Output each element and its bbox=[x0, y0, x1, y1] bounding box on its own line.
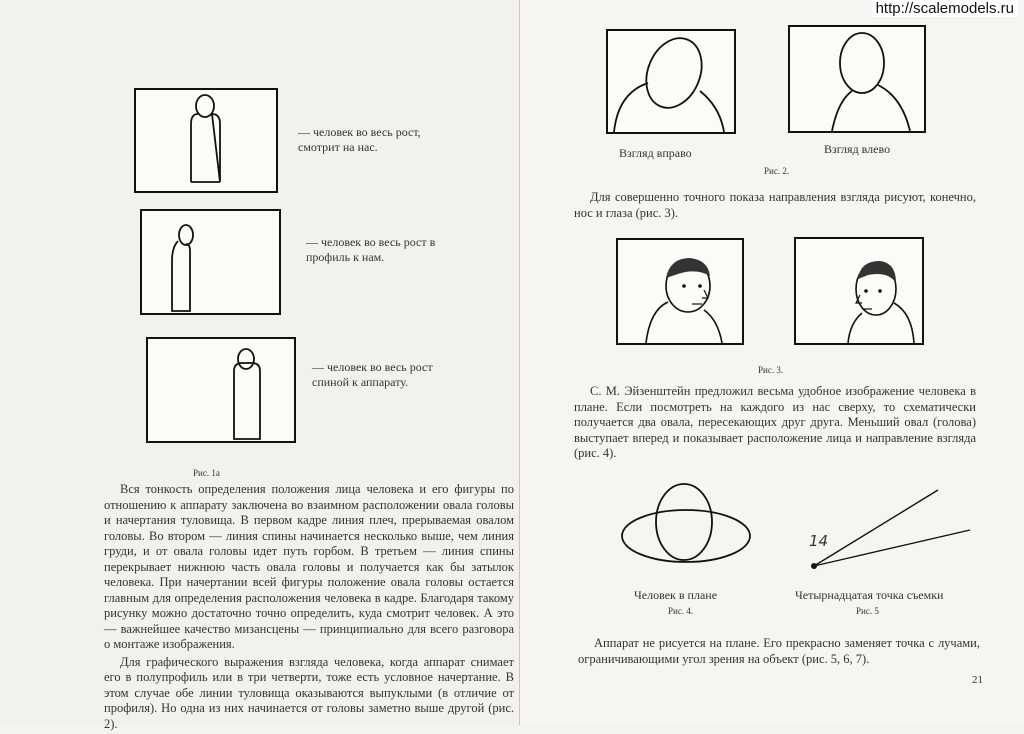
figure-1a-frame-front bbox=[134, 88, 278, 193]
figure-4-caption: Рис. 4. bbox=[668, 606, 694, 616]
figure-5-camera-point bbox=[800, 480, 980, 580]
right-paragraph-3: Аппарат не рисуется на плане. Его прекрасно заменяет точка с лучами, ограничивающими угол зрения на объект (рис. 5, 6, 7). bbox=[578, 636, 980, 666]
figure-label-front: — человек во весь рост, смотрит на нас. bbox=[298, 125, 421, 154]
figure-1a-frame-back bbox=[146, 337, 296, 443]
page-number: 21 bbox=[972, 674, 983, 686]
standing-figure-back bbox=[148, 339, 294, 441]
right-page bbox=[520, 0, 1024, 725]
figure-3-frame-right bbox=[616, 238, 744, 345]
standing-figure-front bbox=[136, 90, 276, 191]
view-ray-lower bbox=[814, 530, 970, 566]
right-paragraph-1: Для совершенно точного показа направления взгляда рисуют, конечно, нос и глаза (рис. 3). bbox=[574, 190, 976, 220]
figure-5-mark: 14 bbox=[809, 532, 829, 550]
figure-3-caption: Рис. 3. bbox=[758, 365, 784, 375]
view-ray-upper bbox=[814, 490, 938, 566]
figure-label-profile: — человек во весь рост в профиль к нам. bbox=[306, 235, 436, 264]
body-oval bbox=[622, 510, 750, 562]
head-with-face-right bbox=[618, 240, 742, 343]
camera-point bbox=[811, 563, 817, 569]
figure-3-frame-left bbox=[794, 237, 924, 345]
figure-4-plan-view bbox=[616, 478, 756, 576]
standing-figure-profile bbox=[142, 211, 279, 313]
head-with-face-left bbox=[796, 239, 922, 343]
figure-label-back: — человек во весь рост спиной к аппарату. bbox=[312, 360, 433, 389]
right-paragraph-2: С. М. Эйзенштейн предложил весьма удобное изображение человека в плане. Если посмотреть на каждого из нас сверху, то схематически получается два овала, пересекающих друг друга. Меньший овал (голова) выступает вперед и показывает расположение лица и направление взгляда (рис. 4). bbox=[574, 384, 976, 460]
figure-5-caption: Рис. 5 bbox=[856, 606, 879, 616]
figure-2-frame-left bbox=[788, 25, 926, 133]
watermark-link[interactable]: http://scalemodels.ru bbox=[872, 0, 1018, 17]
head-oval bbox=[656, 484, 712, 560]
figure-5-label: Четырнадцатая точка съемки bbox=[795, 588, 944, 602]
figure-1a-caption: Рис. 1а bbox=[193, 468, 220, 478]
left-body-text bbox=[104, 482, 514, 734]
head-oval-look-right bbox=[608, 31, 734, 132]
figure-2-caption: Рис. 2. bbox=[764, 166, 790, 176]
figure-2-label-right: Взгляд вправо bbox=[619, 146, 692, 160]
figure-4-label: Человек в плане bbox=[634, 588, 718, 602]
head-oval-look-left bbox=[790, 27, 924, 131]
figure-2-frame-right bbox=[606, 29, 736, 134]
figure-2-label-left: Взгляд влево bbox=[824, 142, 891, 156]
figure-1a-frame-profile bbox=[140, 209, 281, 315]
left-paragraph-2: Для графического выражения взгляда человека, когда аппарат снимает его в полупрофиль или в три четверти, тоже есть условное начертание. В этом случае обе линии туловища оказываются выпуклыми (в отличие от профиля). Но одна из них начинается от головы заметно выше другой (рис. 2). bbox=[104, 654, 514, 731]
left-paragraph-1: Вся тонкость определения положения лица человека и его фигуры по отношению к аппарату заключена во взаимном расположении овала головы и начертания туловища. В первом кадре линия плеч, прерываемая овалом головы. Во втором — линия спины начинается несколько выше, чем линия груди, и от овала головы идет путь горбом. В третьем — линия спины перекрывает нижнюю часть овала головы и получается как бы затылок человека. При начертании всей фигуры положение овала головы остается главным для определения расположения человека в кадре. Благодаря такому рисунку можно достаточно точно определить, куда смотрит человек. А это — важнейшее качество мизансцены — принципиально для всего разговора о монтаже изображения. bbox=[104, 482, 514, 651]
